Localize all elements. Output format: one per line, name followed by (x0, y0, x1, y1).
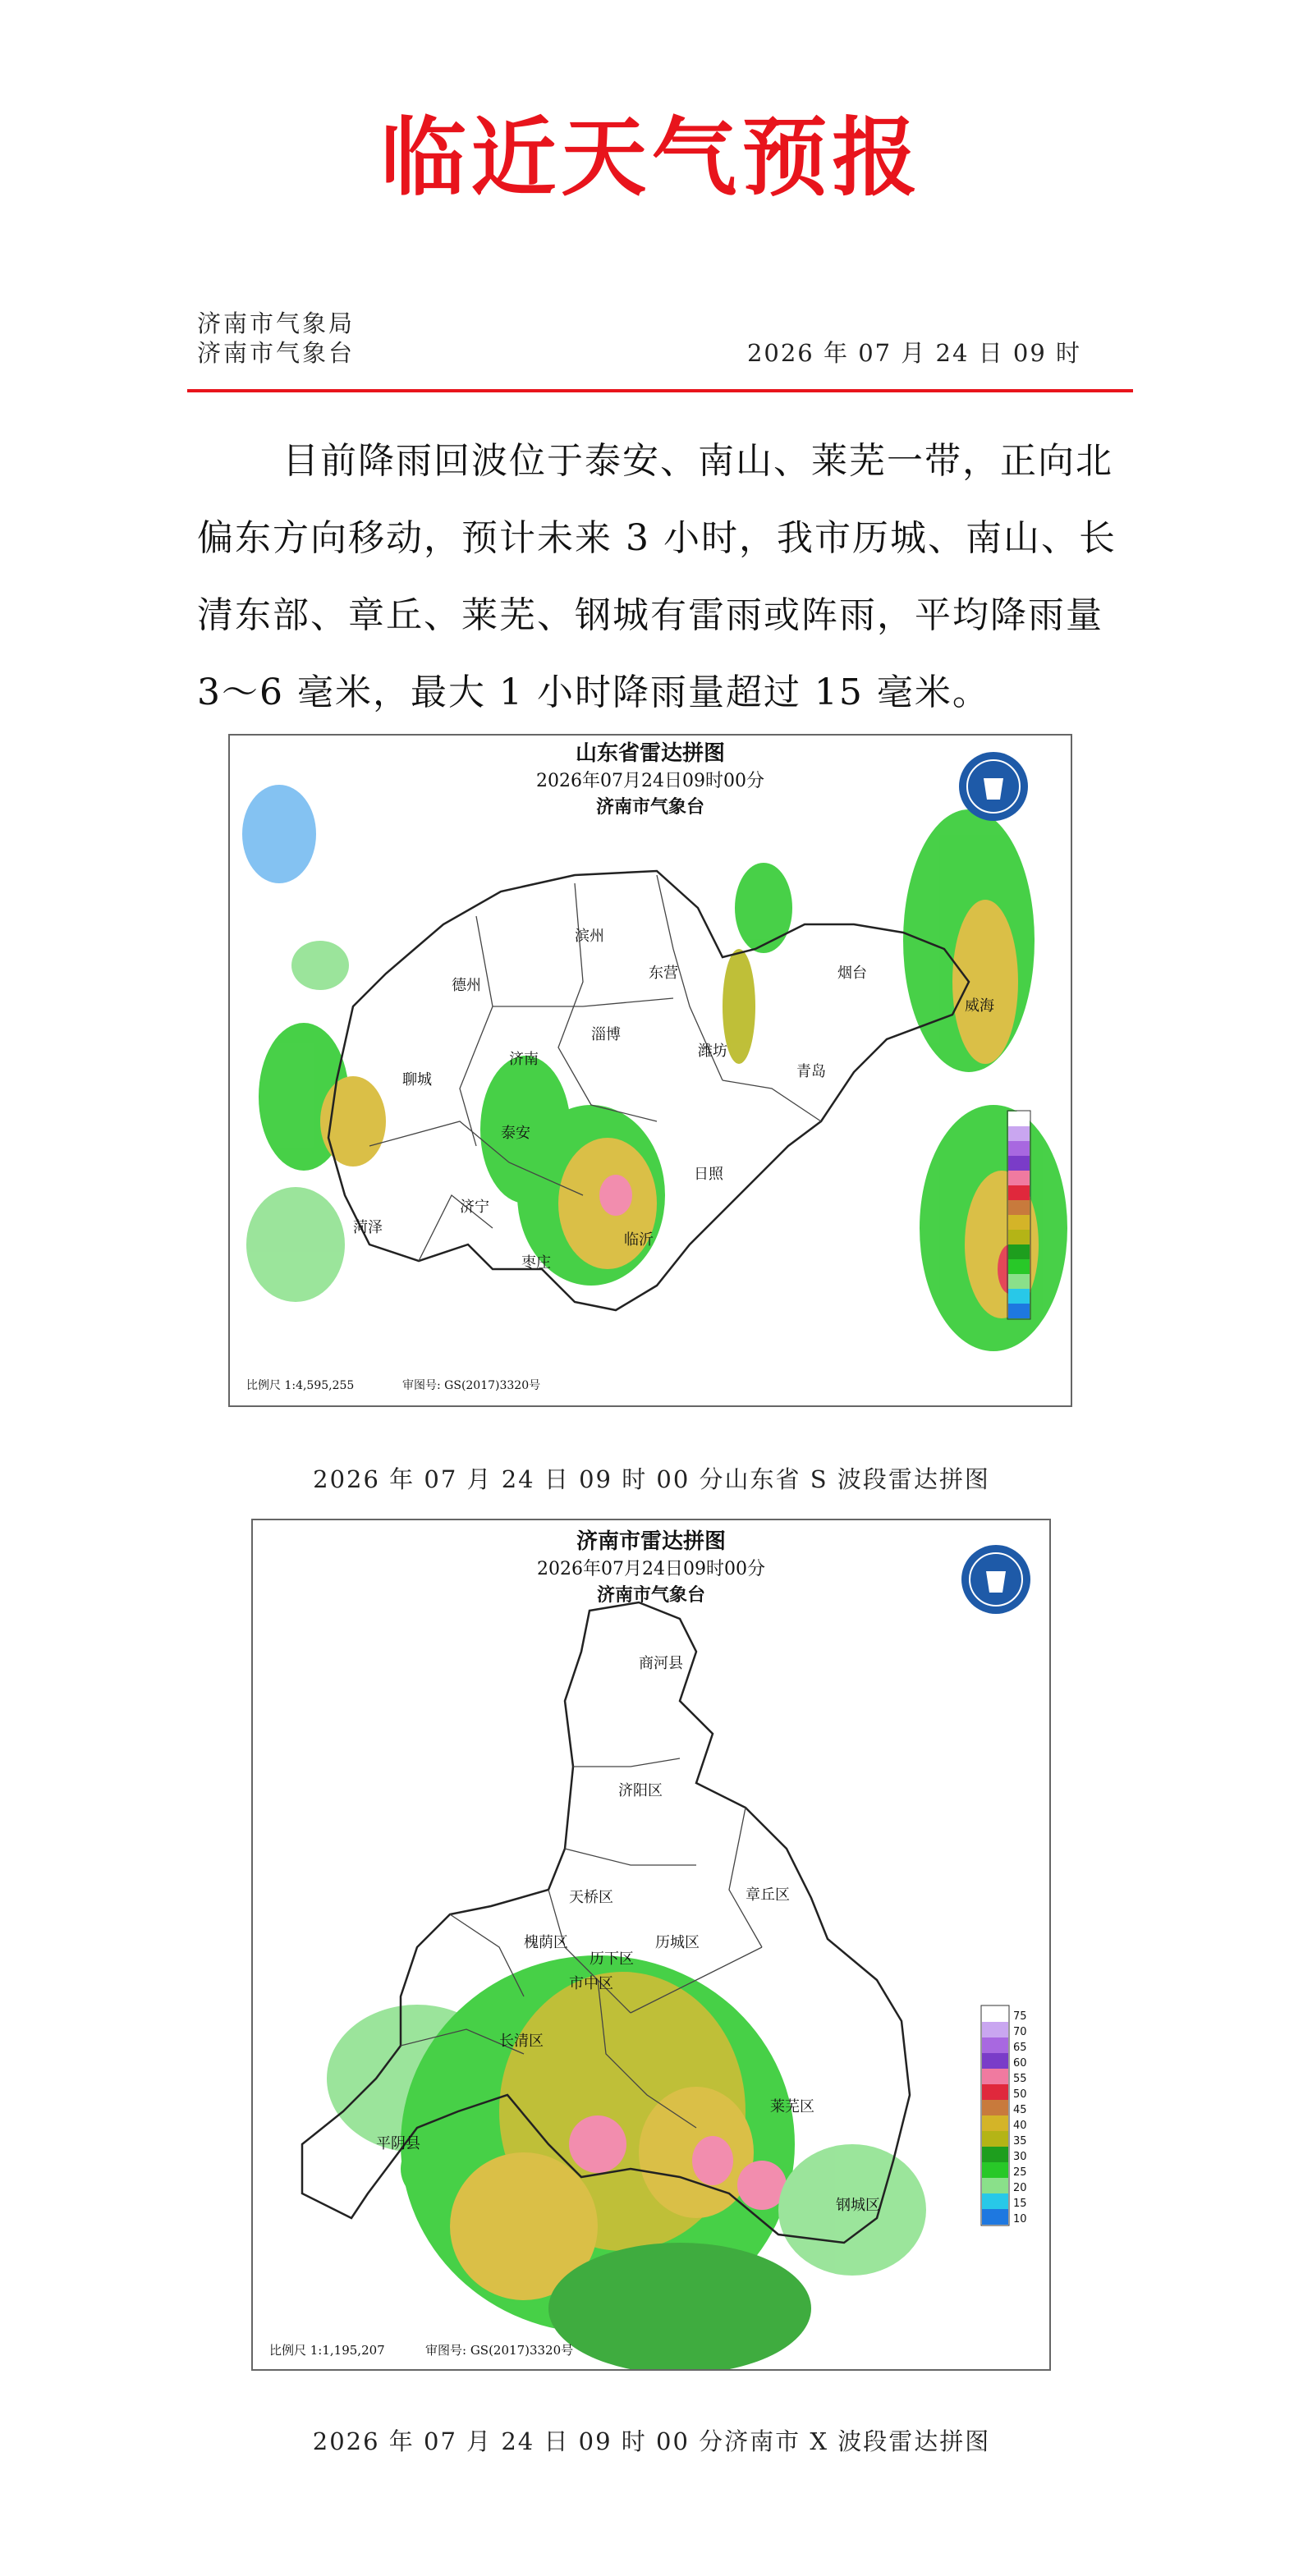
legend-label: 65 (1013, 2042, 1027, 2054)
shandong-radar-map (228, 734, 1072, 1407)
fig1-org: 济南市气象台 (595, 796, 705, 818)
legend-label: 25 (1013, 2166, 1027, 2179)
legend-swatch (982, 2006, 1008, 2022)
legend-label: 10 (1013, 2213, 1027, 2225)
fig2-title: 济南市雷达拼图 (576, 1529, 727, 1554)
radar-echoes (327, 1955, 926, 2369)
legend-swatch (1008, 1244, 1030, 1259)
city-labels (353, 928, 994, 1272)
fig1-approval: 审图号: GS(2017)3320号 (402, 1379, 541, 1392)
city-label: 青岛 (796, 1063, 826, 1080)
legend-label: 60 (1013, 2057, 1027, 2070)
fig2-scale: 比例尺 1:1,195,207 (269, 2343, 385, 2358)
fig1-title: 山东省雷达拼图 (575, 741, 726, 766)
city-label: 枣庄 (521, 1254, 551, 1272)
legend-swatch (982, 2115, 1008, 2131)
legend-swatch (982, 2193, 1008, 2209)
fig1-scale: 比例尺 1:4,595,255 (246, 1379, 355, 1392)
jinan-radar-map (251, 1519, 1051, 2371)
city-label: 烟台 (837, 965, 867, 982)
fig2-org: 济南市气象台 (596, 1584, 706, 1606)
district-label: 市中区 (569, 1975, 613, 1992)
legend-swatch (982, 2147, 1008, 2162)
legend-swatch (982, 2069, 1008, 2084)
legend-label: 30 (1013, 2151, 1027, 2163)
legend-swatch (1008, 1112, 1030, 1126)
issuer-bureau: 济南市气象局 (197, 309, 356, 337)
district-label: 槐荫区 (524, 1934, 568, 1951)
city-label: 济宁 (460, 1199, 489, 1216)
city-label: 临沂 (624, 1231, 654, 1249)
district-label: 历下区 (590, 1950, 634, 1968)
radar-echoes (242, 785, 1067, 1351)
legend-swatch (982, 2209, 1008, 2225)
legend-swatch (1008, 1200, 1030, 1215)
legend-label: 20 (1013, 2182, 1027, 2194)
document-title: 临近天气预报 (380, 107, 923, 208)
forecast-paragraph: 目前降雨回波位于泰安、南山、莱芜一带，正向北偏东方向移动，预计未来 3 小时，我市历城、南山、长清东部、章丘、莱芜、钢城有雷雨或阵雨，平均降雨量 3～6 毫米，最大 1 小时降雨量超过 15 毫米。 (197, 440, 1117, 713)
fig2-time: 2026年07月24日09时00分 (537, 1559, 765, 1579)
legend-swatch (1008, 1171, 1030, 1185)
radar-legend (981, 2005, 1027, 2225)
legend-swatch (982, 2100, 1008, 2115)
city-label: 淄博 (591, 1026, 621, 1043)
district-label: 商河县 (639, 1655, 683, 1672)
legend-swatch (1008, 1259, 1030, 1274)
legend-label: 40 (1013, 2120, 1027, 2132)
legend-swatch (1008, 1156, 1030, 1171)
legend-swatch (982, 2084, 1008, 2100)
legend-swatch (1008, 1126, 1030, 1141)
legend-label: 50 (1013, 2088, 1027, 2101)
legend-swatch (982, 2053, 1008, 2069)
city-label: 德州 (452, 977, 481, 994)
district-label: 章丘区 (746, 1886, 790, 1904)
district-label: 长清区 (499, 2033, 544, 2050)
issue-date: 2026 年 07 月 24 日 09 时 (746, 339, 1081, 367)
city-label: 日照 (694, 1166, 723, 1183)
district-label: 历城区 (655, 1934, 700, 1951)
city-label: 威海 (965, 997, 994, 1015)
legend-swatch (982, 2037, 1008, 2053)
city-label: 东营 (649, 965, 678, 982)
city-label: 潍坊 (698, 1043, 727, 1060)
legend-label: 70 (1013, 2026, 1027, 2038)
district-label: 平阴县 (376, 2135, 420, 2152)
legend-label: 45 (1013, 2104, 1027, 2116)
header-divider (187, 389, 1133, 392)
legend-swatch (982, 2022, 1008, 2037)
meteorological-logo-icon (961, 1545, 1030, 1614)
city-label: 聊城 (402, 1071, 432, 1089)
legend-label: 75 (1013, 2010, 1027, 2023)
legend-label: 35 (1013, 2135, 1027, 2147)
district-label: 莱芜区 (770, 2098, 814, 2115)
district-label: 钢城区 (836, 2197, 880, 2214)
legend-label: 55 (1013, 2073, 1027, 2085)
district-label: 济阳区 (618, 1782, 663, 1799)
legend-swatch (1008, 1141, 1030, 1156)
issuer-observatory: 济南市气象台 (197, 339, 356, 367)
legend-swatch (1008, 1274, 1030, 1289)
fig1-time: 2026年07月24日09时00分 (536, 771, 764, 791)
fig2-caption: 2026 年 07 月 24 日 09 时 00 分济南市 X 波段雷达拼图 (312, 2427, 991, 2455)
fig1-caption: 2026 年 07 月 24 日 09 时 00 分山东省 S 波段雷达拼图 (313, 1465, 990, 1493)
legend-swatch (1008, 1304, 1030, 1318)
city-label: 滨州 (575, 928, 604, 945)
legend-swatch (1008, 1215, 1030, 1230)
fig2-approval: 审图号: GS(2017)3320号 (425, 2343, 574, 2358)
legend-swatch (1008, 1230, 1030, 1244)
city-label: 泰安 (501, 1125, 530, 1142)
legend-swatch (982, 2162, 1008, 2178)
legend-swatch (982, 2178, 1008, 2193)
legend-swatch (982, 2131, 1008, 2147)
radar-legend (1007, 1111, 1030, 1319)
meteorological-logo-icon (959, 752, 1028, 821)
city-label: 济南 (509, 1051, 539, 1068)
district-label: 天桥区 (569, 1889, 613, 1906)
legend-swatch (1008, 1289, 1030, 1304)
legend-swatch (1008, 1185, 1030, 1200)
legend-label: 15 (1013, 2198, 1027, 2210)
city-label: 菏泽 (353, 1219, 383, 1236)
